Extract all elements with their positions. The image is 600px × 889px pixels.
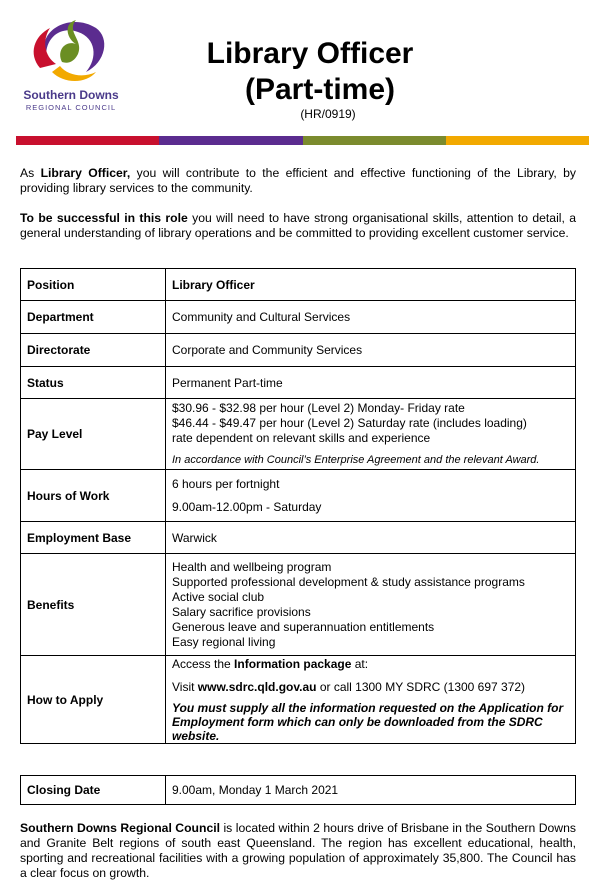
employment-base-label: Employment Base <box>21 522 166 554</box>
pay-level-value <box>166 399 576 470</box>
directorate-value: Corporate and Community Services <box>166 334 576 367</box>
benefits-list <box>166 554 576 656</box>
intro-p1-text: you will contribute to the efficient and effective functioning of the Library, by providing library services to the community. <box>20 166 576 195</box>
title-line-1: Library Officer <box>206 37 414 70</box>
intro-p1-lead: As <box>20 166 41 180</box>
council-description-text: is located within 2 hours drive of Brisbane in the Southern Downs and Granite Belt regions of south east Queensland. The region has excellent educational, health, sporting and recreational facilities with a growing population of approximately 35,800. The Council has a clear focus on growth. <box>20 821 576 880</box>
band-red <box>16 136 159 145</box>
logo-subtitle: REGIONAL COUNCIL <box>25 103 117 112</box>
apply-line-2: Visit www.sdrc.qld.gov.au or call 1300 MY SDRC (1300 697 372) <box>172 679 526 694</box>
pay-note: In accordance with Council’s Enterprise Agreement and the relevant Award. <box>172 453 540 466</box>
table-row <box>21 776 576 805</box>
employment-base-value: Warwick <box>166 522 576 554</box>
table-row <box>21 399 576 470</box>
department-label: Department <box>21 301 166 334</box>
apply-note: You must supply all the information requested on the Application for Employment form which can only be downloaded from the SDRC website. <box>172 700 564 743</box>
benefits-label: Benefits <box>21 554 166 656</box>
directorate-label: Directorate <box>21 334 166 367</box>
pay-line: $30.96 - $32.98 per hour (Level 2) Monday- Friday rate <box>172 400 465 415</box>
pay-level-label: Pay Level <box>21 399 166 470</box>
table-row <box>21 470 576 522</box>
benefit-item: Active social club <box>172 589 265 604</box>
department-value: Community and Cultural Services <box>166 301 576 334</box>
logo-name: Southern Downs <box>23 88 119 102</box>
job-reference: (HR/0919) <box>300 107 356 121</box>
table-row <box>21 522 576 554</box>
benefit-item: Generous leave and superannuation entitlements <box>172 619 435 634</box>
benefit-item: Supported professional development & study assistance programs <box>172 574 525 589</box>
council-description <box>20 821 576 881</box>
table-row <box>21 334 576 367</box>
sdrc-website-link[interactable]: www.sdrc.qld.gov.au <box>197 679 317 694</box>
band-green <box>303 136 446 145</box>
hours-line: 9.00am-12.00pm - Saturday <box>172 499 322 514</box>
intro-paragraph-2 <box>20 211 576 241</box>
closing-date-value: 9.00am, Monday 1 March 2021 <box>166 776 576 805</box>
position-label: Position <box>21 269 166 301</box>
table-row <box>21 301 576 334</box>
color-band <box>16 136 589 145</box>
pay-line: rate dependent on relevant skills and experience <box>172 430 431 445</box>
table-row <box>21 367 576 399</box>
hours-line: 6 hours per fortnight <box>172 476 280 491</box>
intro-p2-text: you will need to have strong organisational skills, attention to detail, a general understanding of library operations and be committed to providing excellent customer service. <box>20 211 576 240</box>
benefit-item: Easy regional living <box>172 634 276 649</box>
position-details-table <box>20 268 576 744</box>
council-name: Southern Downs Regional Council <box>20 821 220 835</box>
closing-date-label: Closing Date <box>21 776 166 805</box>
intro-p2-lead: To be successful in this role <box>20 211 188 225</box>
hours-value <box>166 470 576 522</box>
title-line-2: (Part-time) <box>244 73 395 106</box>
table-row <box>21 269 576 301</box>
table-row <box>21 656 576 744</box>
apply-line-1: Access the Information package at: <box>172 656 369 671</box>
position-value: Library Officer <box>166 269 576 301</box>
band-orange <box>446 136 589 145</box>
closing-date-table <box>20 775 576 805</box>
benefit-item: Health and wellbeing program <box>172 559 332 574</box>
page-title <box>180 36 440 108</box>
benefit-item: Salary sacrifice provisions <box>172 604 311 619</box>
information-package-text: Information package <box>234 656 352 671</box>
pay-line: $46.44 - $49.47 per hour (Level 2) Saturday rate (includes loading) <box>172 415 527 430</box>
table-row <box>21 554 576 656</box>
status-label: Status <box>21 367 166 399</box>
intro-p1-role: Library Officer, <box>40 166 131 180</box>
status-value: Permanent Part-time <box>166 367 576 399</box>
intro-paragraph-1 <box>20 166 576 196</box>
logo-mark-icon <box>26 10 116 90</box>
how-to-apply-value <box>166 656 576 744</box>
council-logo <box>16 10 128 110</box>
hours-label: Hours of Work <box>21 470 166 522</box>
band-purple <box>159 136 302 145</box>
how-to-apply-label: How to Apply <box>21 656 166 744</box>
